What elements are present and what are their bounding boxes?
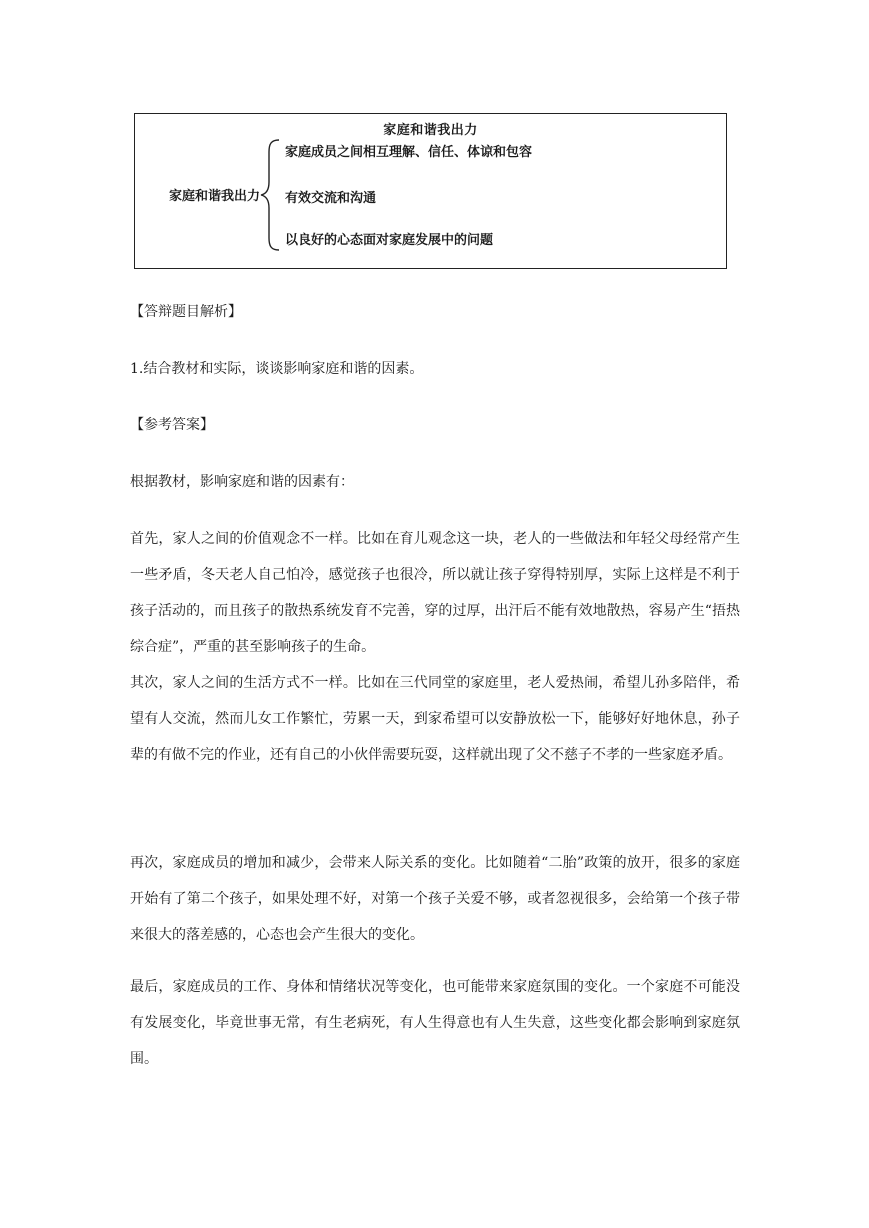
mindmap-branch: 有效交流和沟通	[285, 191, 377, 206]
answer-paragraph: 最后，家庭成员的工作、身体和情绪状况等变化，也可能带来家庭氛围的变化。一个家庭不可能没有发展变化，毕竟世事无常，有生老病死，有人生得意也有人生失意，这些变化都会影响到家庭氛围。	[130, 979, 740, 1067]
mindmap-box	[134, 113, 727, 269]
answer-paragraph: 其次，家人之间的生活方式不一样。比如在三代同堂的家庭里，老人爱热闹，希望儿孙多陪伴，希望有人交流，然而儿女工作繁忙，劳累一天，到家希望可以安静放松一下，能够好好地休息，孙子辈的有做不完的作业，还有自己的小伙伴需要玩耍，这样就出现了父不慈子不孝的一些家庭矛盾。	[130, 675, 740, 763]
question-text: 1.结合教材和实际，谈谈影响家庭和谐的因素。	[130, 361, 424, 377]
curly-brace-icon	[259, 138, 281, 252]
answer-heading: 【参考答案】	[130, 417, 214, 433]
mindmap-branch: 以良好的心态面对家庭发展中的问题	[285, 233, 494, 248]
mindmap-title: 家庭和谐我出力	[383, 123, 478, 138]
intro-text: 根据教材，影响家庭和谐的因素有：	[130, 474, 354, 490]
answer-paragraph: 再次，家庭成员的增加和减少，会带来人际关系的变化。比如随着“二胎”政策的放开，很多的家庭开始有了第二个孩子，如果处理不好，对第一个孩子关爱不够，或者忽视很多，会给第一个孩子带来很大的落差感的，心态也会产生很大的变化。	[130, 855, 740, 943]
mindmap-root: 家庭和谐我出力	[169, 189, 261, 204]
mindmap-branch: 家庭成员之间相互理解、信任、体谅和包容	[285, 145, 533, 160]
section-heading: 【答辩题目解析】	[130, 304, 242, 320]
answer-paragraph: 首先，家人之间的价值观念不一样。比如在育儿观念这一块，老人的一些做法和年轻父母经常产生一些矛盾，冬天老人自己怕冷，感觉孩子也很冷，所以就让孩子穿得特别厚，实际上这样是不利于孩子活动的，而且孩子的散热系统发育不完善，穿的过厚，出汗后不能有效地散热，容易产生“捂热综合症”，严重的甚至影响孩子的生命。	[130, 531, 740, 655]
